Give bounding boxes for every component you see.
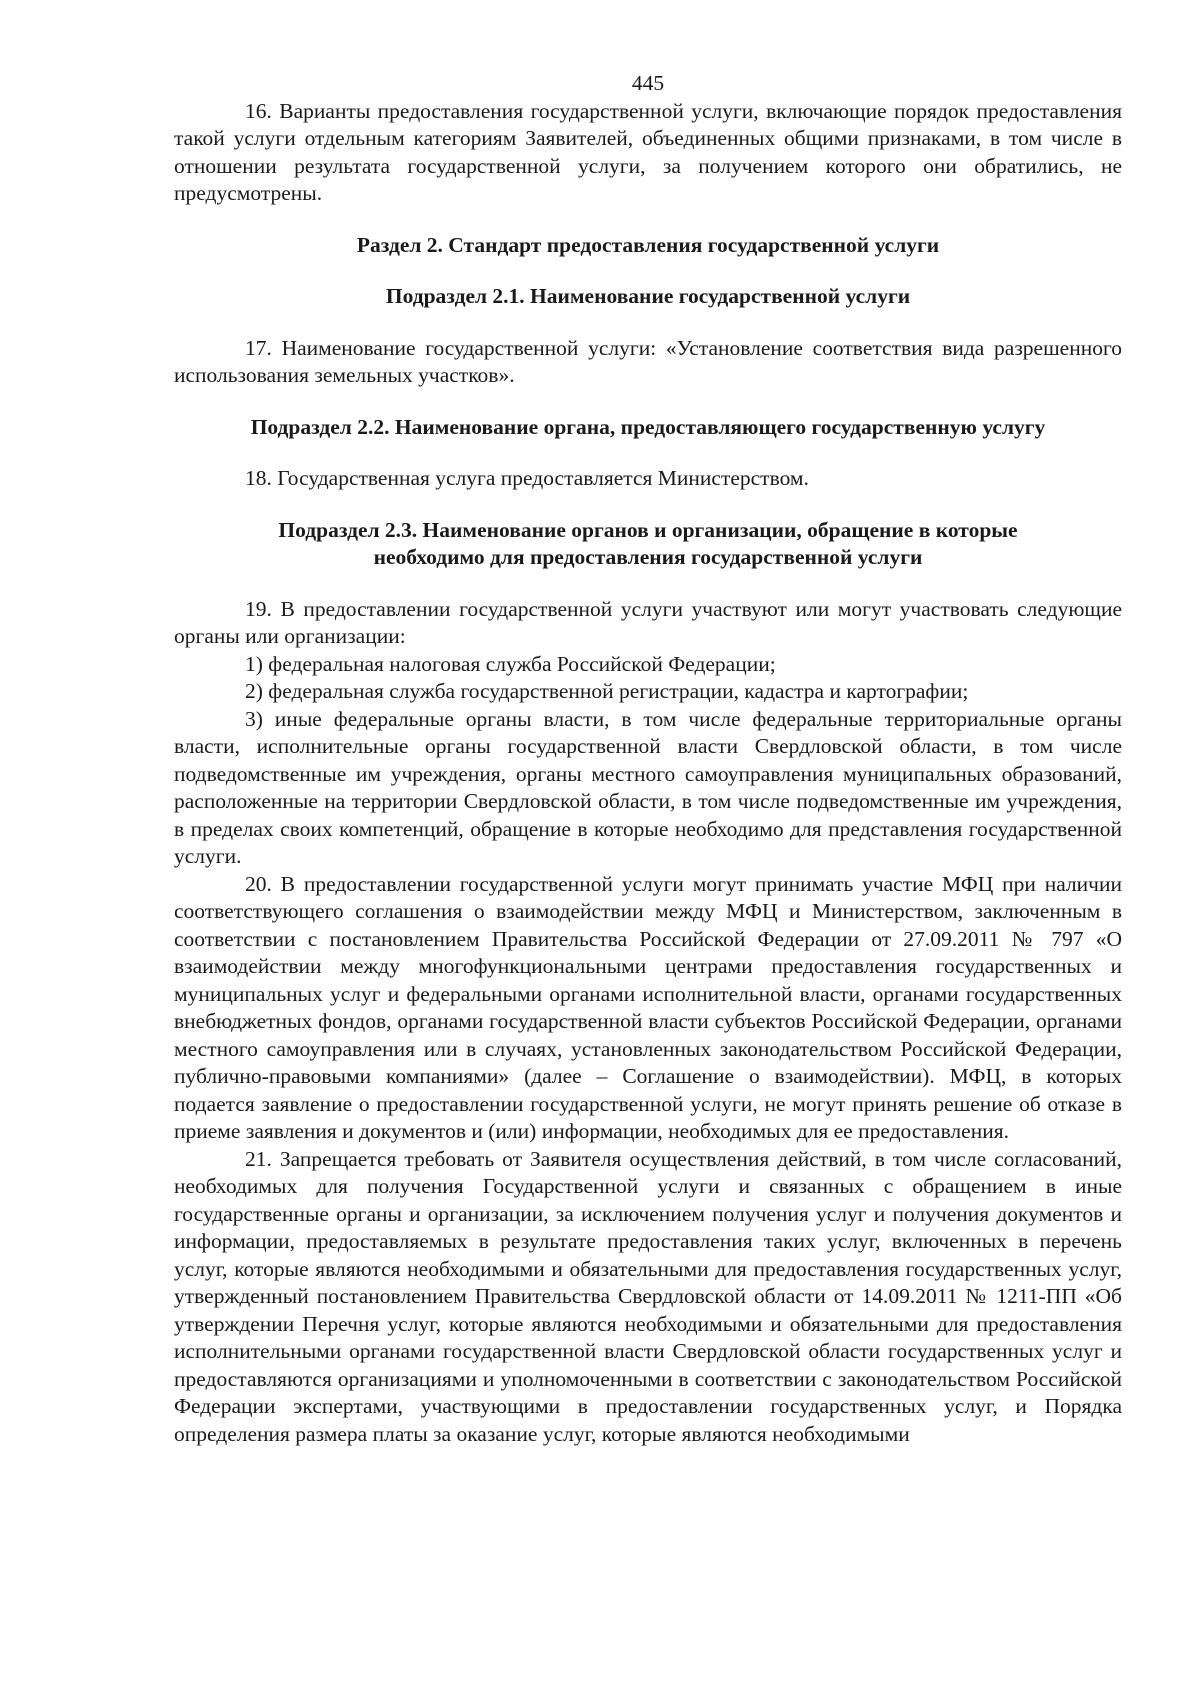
list-item-19-2: 2) федеральная служба государственной регистрации, кадастра и картографии; xyxy=(245,679,969,703)
list-item-19-3: 3) иные федеральные органы власти, в том числе федеральные территориальные органы власти, исполнительные органы государственной власти Свердловской области, в том числе подведомственные им учреждения, органы местного самоуправления муниципальных образований, расположенные на территории Свердловской области, в том числе подведомственные им учреждения, в пределах своих компетенций, обращение в которые необходимо для представления государственной услуги. xyxy=(174,706,1122,868)
subsection-2-3-heading xyxy=(174,517,1122,572)
paragraph-16: 16. Варианты предоставления государственной услуги, включающие порядок предоставления такой услуги отдельным категориям Заявителей, объединенных общими признаками, в том числе в отношении результата государственной услуги, за получением которого они обратились, не предусмотрены. xyxy=(174,98,1122,205)
document-page xyxy=(174,70,1122,1448)
paragraph-20: 20. В предоставлении государственной услуги могут принимать участие МФЦ при наличии соответствующего соглашения о взаимодействии между МФЦ и Министерством, заключенным в соответствии с постановлением Правительства Российской Федерации от 27.09.2011 № 797 «О взаимодействии между многофункциональными центрами предоставления государственных и муниципальных услуг и федеральными органами исполнительной власти, органами государственных внебюджетных фондов, органами государственной власти субъектов Российской Федерации, органами местного самоуправления или в случаях, установленных законодательством Российской Федерации, публично-правовыми компаниями» (далее – Соглашение о взаимодействии). МФЦ, в которых подается заявление о предоставлении государственной услуги, не могут принять решение об отказе в приеме заявления и документов и (или) информации, необходимых для ее предоставления. xyxy=(174,871,1122,1143)
subsection-2-1-heading: Подраздел 2.1. Наименование государственной услуги xyxy=(385,284,911,308)
paragraph-21: 21. Запрещается требовать от Заявителя осуществления действий, в том числе согласований, необходимых для получения Государственной услуги и связанных с обращением в иные государственные органы и организации, за исключением получения услуг и получения документов и информации, предоставляемых в результате предоставления таких услуг, включенных в перечень услуг, которые являются необходимыми и обязательными для предоставления государственных услуг, утвержденный постановлением Правительства Свердловской области от 14.09.2011 № 1211-ПП «Об утверждении Перечня услуг, которые являются необходимыми и обязательными для предоставления исполнительными органами государственной власти Свердловской области государственных услуг и предоставляются организациями и уполномоченными в соответствии с законодательством Российской Федерации экспертами, участвующими в предоставлении государственных услуг, и Порядка определения размера платы за оказание услуг, которые являются необходимыми xyxy=(174,1146,1122,1446)
paragraph-18: 18. Государственная услуга предоставляется Министерством. xyxy=(245,466,809,490)
paragraph-17: 17. Наименование государственной услуги: «Установление соответствия вида разрешенного использования земельных участков». xyxy=(174,335,1122,387)
subsection-2-3-line-2: необходимо для предоставления государственной услуги xyxy=(373,545,923,569)
subsection-2-2-heading: Подраздел 2.2. Наименование органа, предоставляющего государственную услугу xyxy=(250,414,1046,439)
list-item-19-1: 1) федеральная налоговая служба Российской Федерации; xyxy=(245,651,776,676)
section-2-heading: Раздел 2. Стандарт предоставления государственной услуги xyxy=(356,232,940,257)
subsection-2-3-line-1: Подраздел 2.3. Наименование органов и организации, обращение в которые xyxy=(278,517,1018,542)
paragraph-19: 19. В предоставлении государственной услуги участвуют или могут участвовать следующие органы или организации: xyxy=(174,596,1122,648)
page-number: 445 xyxy=(631,71,665,95)
